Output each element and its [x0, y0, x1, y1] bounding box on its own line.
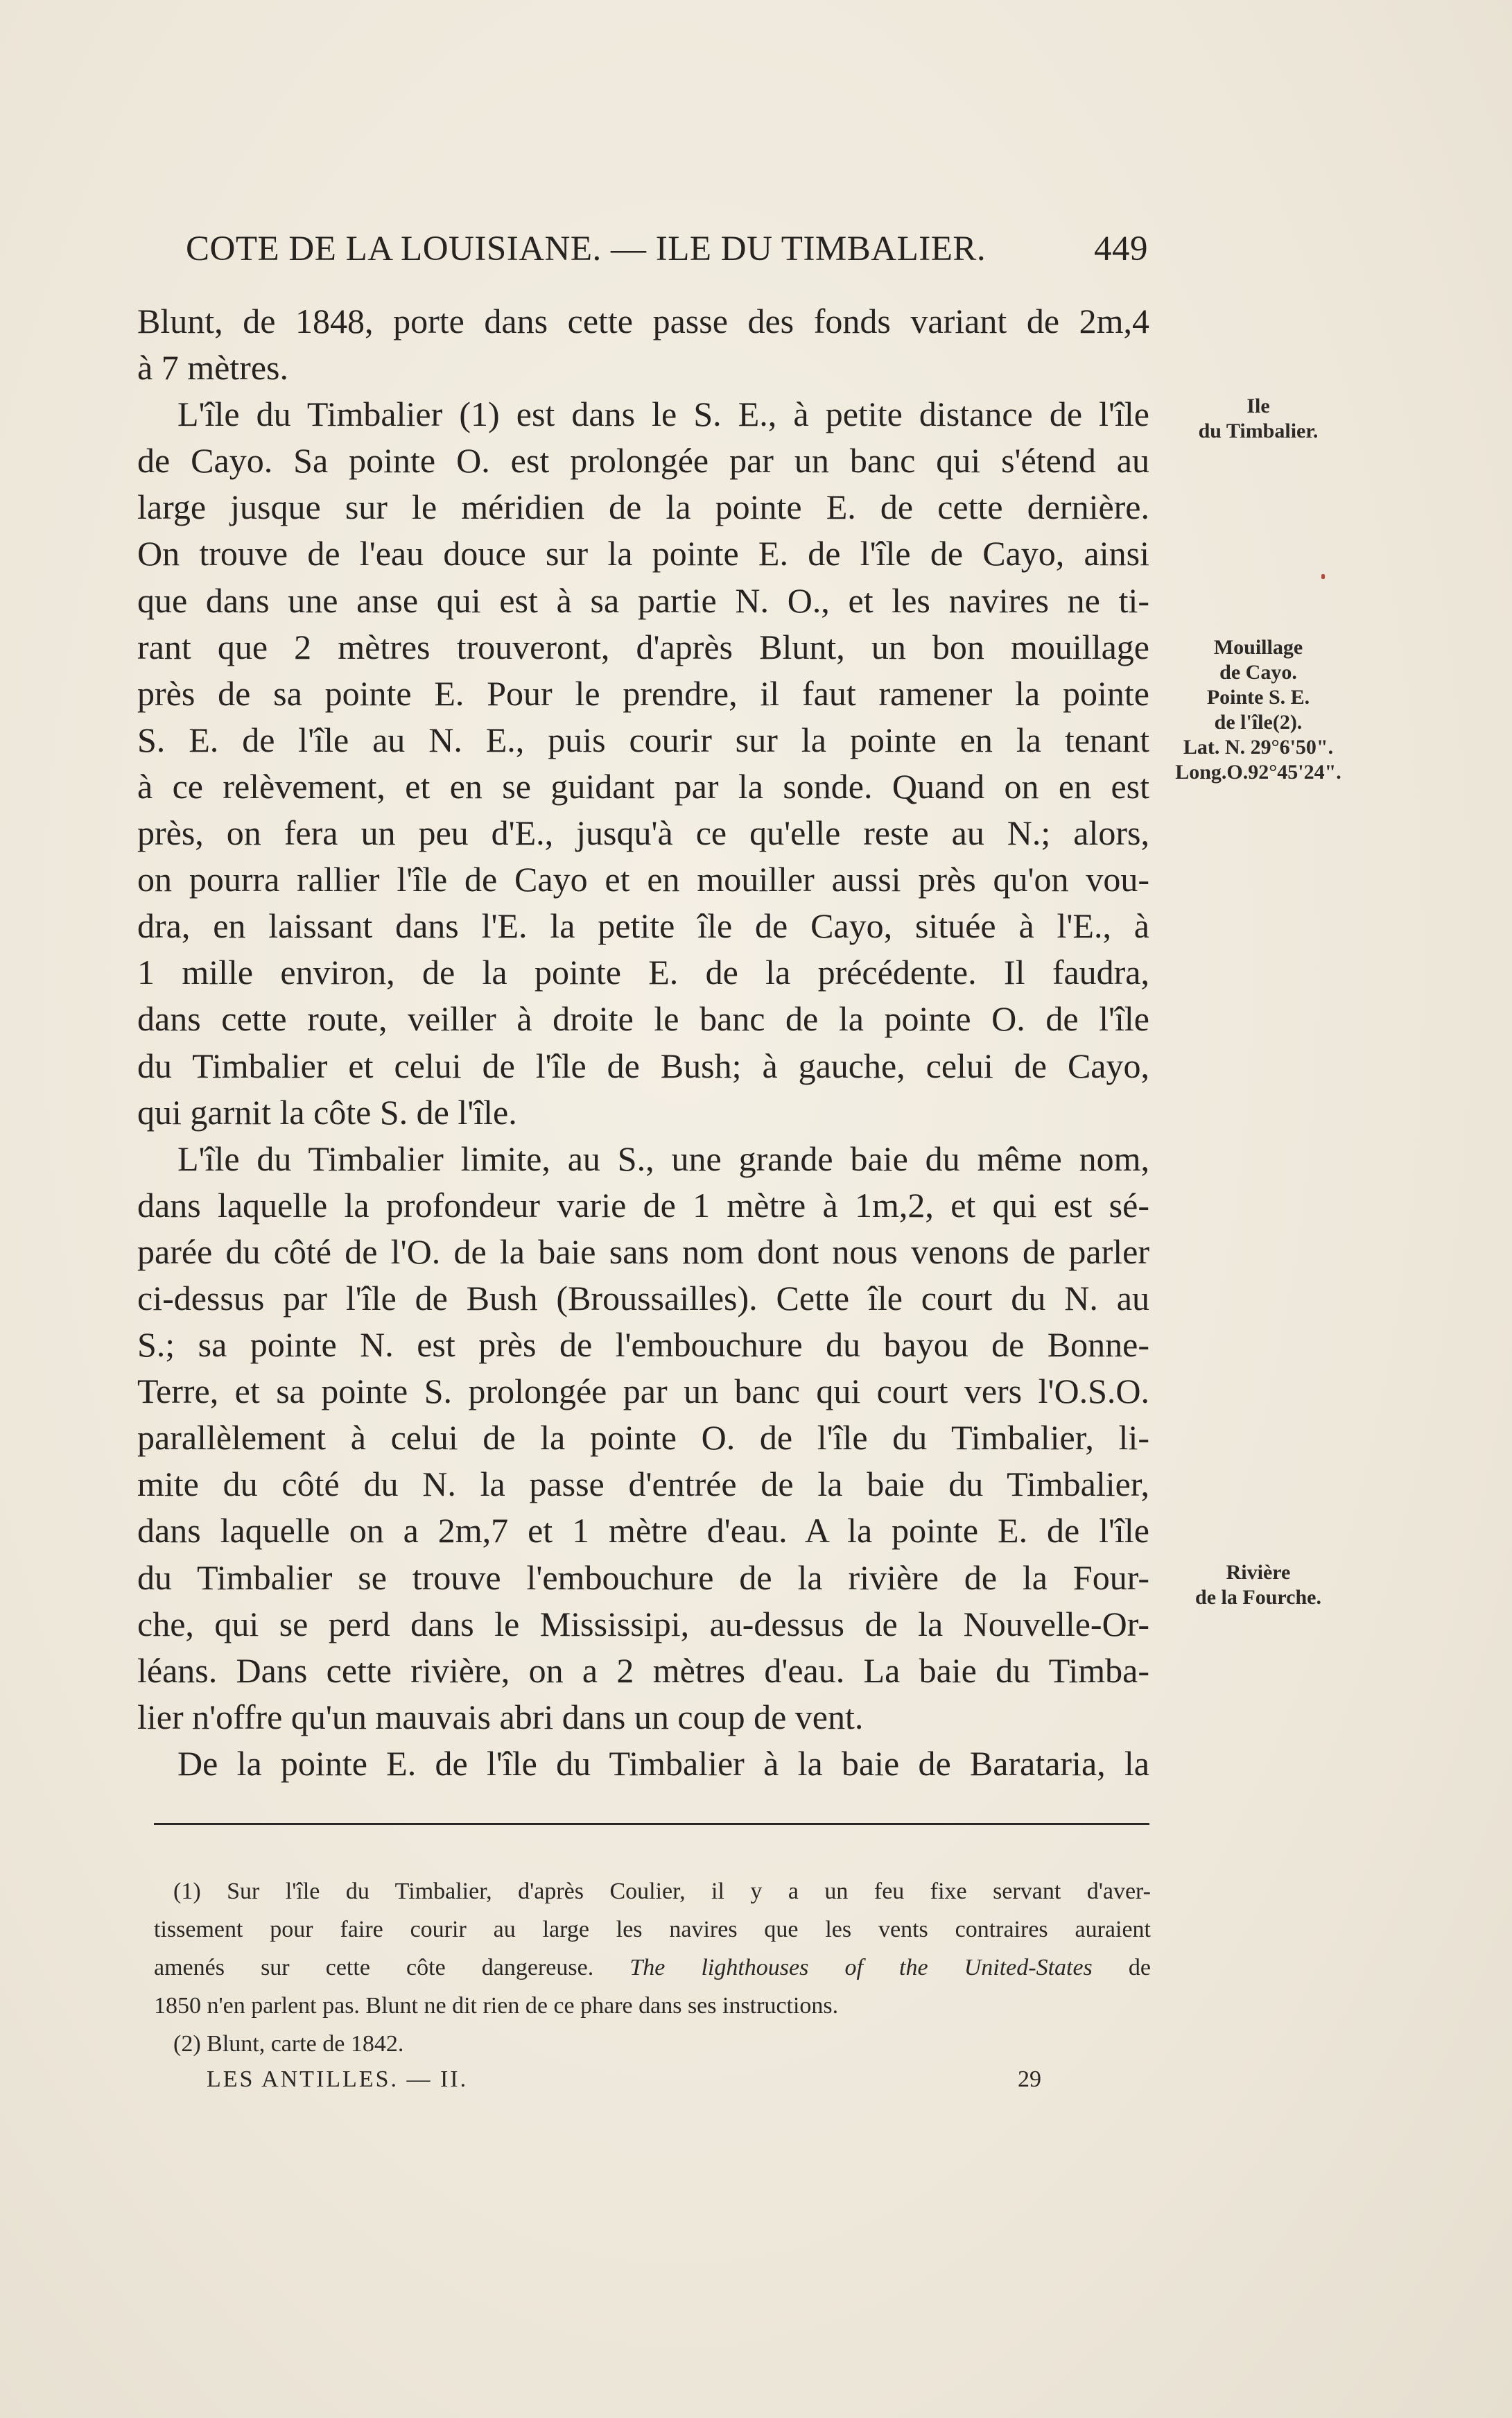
margin-note-line: Ile	[1246, 395, 1270, 417]
body-line: 1 mille environ, de la pointe E. de la précédente. Il faudra,	[137, 953, 1149, 992]
body-text	[137, 298, 1149, 1787]
ink-speck	[1321, 574, 1325, 579]
body-line: S.; sa pointe N. est près de l'embouchure du bayou de Bonne-	[137, 1325, 1149, 1365]
body-line: dra, en laissant dans l'E. la petite île de Cayo, située à l'E., à	[137, 906, 1149, 946]
margin-note-line: de l'île(2).	[1214, 711, 1303, 734]
margin-note-line: Lat. N. 29°6'50".	[1183, 736, 1334, 759]
footnote-1-line	[154, 1949, 1151, 1987]
body-line: léans. Dans cette rivière, on a 2 mètres d'eau. La baie du Timba-	[137, 1650, 1149, 1690]
margin-note-riviere-de-la-fourche	[1154, 1560, 1362, 1610]
margin-note-mouillage-de-cayo	[1154, 635, 1362, 785]
body-line: De la pointe E. de l'île du Timbalier à la baie de Barataria, la	[177, 1743, 1149, 1783]
body-line: du Timbalier et celui de l'île de Bush; à gauche, celui de Cayo,	[137, 1046, 1149, 1085]
body-line: on pourra rallier l'île de Cayo et en mouiller aussi près qu'on vou-	[137, 860, 1149, 899]
margin-note-ile-du-timbalier	[1154, 394, 1362, 444]
footnote-2: (2) Blunt, carte de 1842.	[173, 2031, 404, 2057]
footnote-1-line: tissement pour faire courir au large les navires que les vents contraires auraient	[154, 1917, 1151, 1942]
running-header	[186, 229, 1148, 277]
margin-note-line: Mouillage	[1213, 636, 1303, 659]
body-line: dans laquelle on a 2m,7 et 1 mètre d'eau. A la pointe E. de l'île	[137, 1511, 1149, 1551]
footnote-text: amenés sur cette côte dangereuse.	[154, 1955, 630, 1980]
body-line: L'île du Timbalier (1) est dans le S. E., à petite distance de l'île	[177, 395, 1149, 434]
footnote-1-line: (1) Sur l'île du Timbalier, d'après Coulier, il y a un feu fixe servant d'aver-	[173, 1879, 1151, 1904]
body-line: que dans une anse qui est à sa partie N. O., et les navires ne ti-	[137, 580, 1149, 620]
body-line: près de sa pointe E. Pour le prendre, il faut ramener la pointe	[137, 673, 1149, 713]
footnotes	[154, 1872, 1151, 2063]
margin-note-line: de la Fourche.	[1195, 1586, 1321, 1609]
body-line: lier n'offre qu'un mauvais abri dans un coup de vent.	[137, 1697, 864, 1736]
body-line: ci-dessus par l'île de Bush (Broussailles). Cette île court du N. au	[137, 1278, 1149, 1318]
margin-note-line: de Cayo.	[1219, 661, 1297, 684]
margin-note-line: du Timbalier.	[1198, 420, 1319, 442]
body-line: On trouve de l'eau douce sur la pointe E. de l'île de Cayo, ainsi	[137, 534, 1149, 573]
body-line: parée du côté de l'O. de la baie sans nom dont nous venons de parler	[137, 1232, 1149, 1271]
running-title: COTE DE LA LOUISIANE. — ILE DU TIMBALIER.	[186, 230, 987, 268]
body-line: S. E. de l'île au N. E., puis courir sur la pointe en la tenant	[137, 720, 1149, 759]
margin-note-line: Pointe S. E.	[1206, 686, 1310, 709]
footnote-italic-title: The lighthouses of the United-States	[629, 1955, 1093, 1980]
body-line: large jusque sur le méridien de la pointe E. de cette dernière.	[137, 487, 1149, 527]
body-line: de Cayo. Sa pointe O. est prolongée par un banc qui s'étend au	[137, 441, 1149, 481]
margin-note-line: Long.O.92°45'24".	[1175, 761, 1341, 784]
body-line: dans cette route, veiller à droite le banc de la pointe O. de l'île	[137, 999, 1149, 1039]
body-line: du Timbalier se trouve l'embouchure de la rivière de la Four-	[137, 1557, 1149, 1597]
body-line: che, qui se perd dans le Mississipi, au-dessus de la Nouvelle-Or-	[137, 1604, 1149, 1643]
body-line: rant que 2 mètres trouveront, d'après Blunt, un bon mouillage	[137, 627, 1149, 666]
margin-note-line: Rivière	[1226, 1561, 1291, 1584]
footnote-1-line: 1850 n'en parlent pas. Blunt ne dit rien de ce phare dans ses instructions.	[154, 1993, 839, 2019]
footnote-text: de	[1092, 1955, 1151, 1980]
body-line: près, on fera un peu d'E., jusqu'à ce qu'elle reste au N.; alors,	[137, 813, 1149, 853]
body-line: qui garnit la côte S. de l'île.	[137, 1092, 517, 1132]
signature-mark: LES ANTILLES. — II.	[207, 2066, 469, 2092]
page-number: 449	[1094, 230, 1148, 268]
body-line: Blunt, de 1848, porte dans cette passe des fonds variant de 2m,4	[137, 302, 1149, 340]
body-line: dans laquelle la profondeur varie de 1 mètre à 1m,2, et qui est sé-	[137, 1185, 1149, 1225]
footnote-divider	[154, 1823, 1149, 1825]
printer-signature	[207, 2066, 1101, 2101]
body-line: mite du côté du N. la passe d'entrée de la baie du Timbalier,	[137, 1465, 1149, 1504]
body-line: L'île du Timbalier limite, au S., une grande baie du même nom,	[177, 1139, 1149, 1178]
signature-number: 29	[1018, 2066, 1041, 2092]
body-line: à 7 mètres.	[137, 348, 288, 388]
body-line: Terre, et sa pointe S. prolongée par un banc qui court vers l'O.S.O.	[137, 1372, 1149, 1411]
body-line: parallèlement à celui de la pointe O. de l'île du Timbalier, li-	[137, 1418, 1149, 1458]
body-line: à ce relèvement, et en se guidant par la sonde. Quand on en est	[137, 766, 1149, 806]
